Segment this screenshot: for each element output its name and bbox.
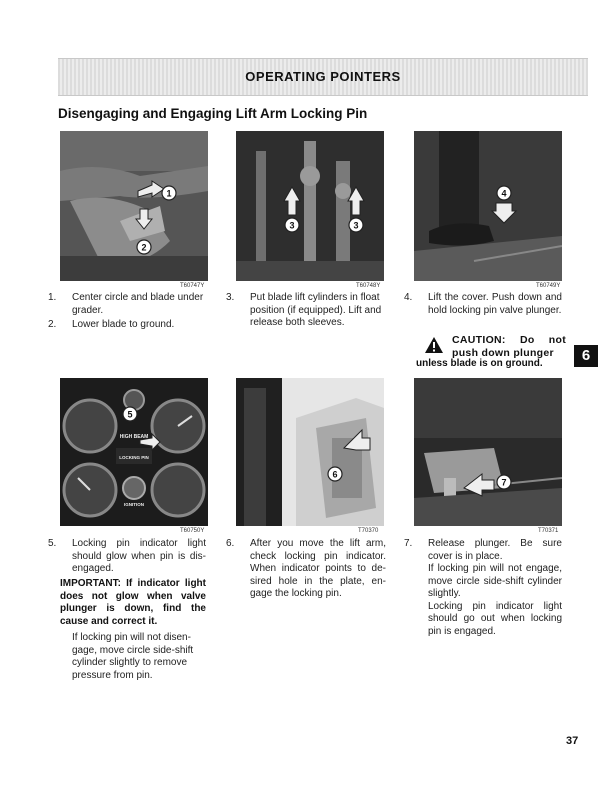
callout-5: 5 [127, 409, 133, 420]
callout-7: 7 [501, 477, 507, 488]
gauge-label-high-beam: HIGH BEAM [119, 434, 149, 440]
photo-4 [60, 378, 208, 526]
step-1-number: 1. [48, 292, 57, 303]
banner-title: OPERATING POINTERS [245, 69, 401, 84]
callout-3a: 3 [289, 220, 295, 231]
photo-6-illustration [414, 378, 562, 526]
photo-1-illustration [60, 131, 208, 281]
section-title: Disengaging and Engaging Lift Arm Locking Pin [58, 106, 368, 121]
step-6-text: After you move the lift arm, check locking pin indicator. When indicator points to de-sired hole in the plate, en-gage the locking pin. [250, 538, 386, 599]
page-number: 37 [566, 735, 579, 747]
callout-4: 4 [501, 188, 507, 199]
gauge-label-ignition: IGNITION [124, 502, 144, 507]
figure-code-3: T60749Y [536, 283, 561, 289]
step-1 [48, 292, 210, 332]
callout-3b: 3 [353, 220, 359, 231]
photo-4-illustration [60, 378, 208, 526]
warning-triangle-icon [424, 336, 444, 354]
photo-5 [236, 378, 384, 526]
step-6-number: 6. [226, 538, 235, 549]
note-col3a: If locking pin will not engage, move circle side-shift cylinder slightly. [428, 563, 562, 599]
photo-6 [414, 378, 562, 526]
step-5 [48, 538, 206, 576]
step-3-number: 3. [226, 292, 235, 303]
callout-6: 6 [332, 469, 338, 480]
step-7-text: Release plunger. Be sure cover is in place. [428, 538, 562, 562]
photo-2 [236, 131, 384, 281]
step-5-number: 5. [48, 538, 57, 549]
callout-2: 2 [141, 242, 147, 253]
gauge-label-locking-pin: LOCKING PIN [119, 455, 149, 460]
note-col3b: Locking pin indicator light should go out when locking pin is engaged. [428, 600, 562, 637]
step-1-text: Center circle and blade under grader. [72, 292, 204, 316]
step-2-text: Lower blade to ground. [72, 319, 175, 330]
step-7-number: 7. [404, 538, 413, 549]
header-banner [58, 58, 588, 96]
figure-code-6: T70371 [538, 528, 559, 534]
step-3 [226, 292, 388, 330]
photo-3 [414, 131, 562, 281]
figure-code-1: T60747Y [180, 283, 205, 289]
step-3-text: Put blade lift cylinders in float position (if equipped). Lift and release both sleeves. [250, 292, 382, 328]
step-6 [226, 538, 386, 601]
step-2-number: 2. [48, 319, 57, 330]
photo-1 [60, 131, 208, 281]
step-5-text: Locking pin indicator light should glow when pin is dis-engaged. [72, 538, 206, 574]
note-col1-text: If locking pin will not disen-gage, move circle side-shift cylinder slightly to remove pressure from pin. [72, 632, 194, 681]
step-4 [404, 292, 562, 317]
figure-code-2: T60748Y [356, 283, 381, 289]
photo-5-illustration [236, 378, 384, 526]
photo-3-illustration [414, 131, 562, 281]
callout-1: 1 [166, 188, 172, 199]
important-note [60, 578, 206, 628]
caution-rest: unless blade is on ground. [416, 358, 543, 369]
figure-code-5: T70370 [358, 528, 379, 534]
photo-2-illustration [236, 131, 384, 281]
step-4-number: 4. [404, 292, 413, 303]
important-text: IMPORTANT: If indicator light does not glow when valve plunger is down, find the cause and correct it. [60, 578, 206, 627]
step-7 [404, 538, 562, 638]
figure-code-4: T60750Y [180, 528, 205, 534]
step-4-text: Lift the cover. Push down and hold locking pin valve plunger. [428, 292, 562, 316]
note-col1 [72, 632, 208, 682]
section-tab: 6 [574, 345, 598, 367]
caution-lead: CAUTION: Do not push down plunger [452, 334, 566, 359]
